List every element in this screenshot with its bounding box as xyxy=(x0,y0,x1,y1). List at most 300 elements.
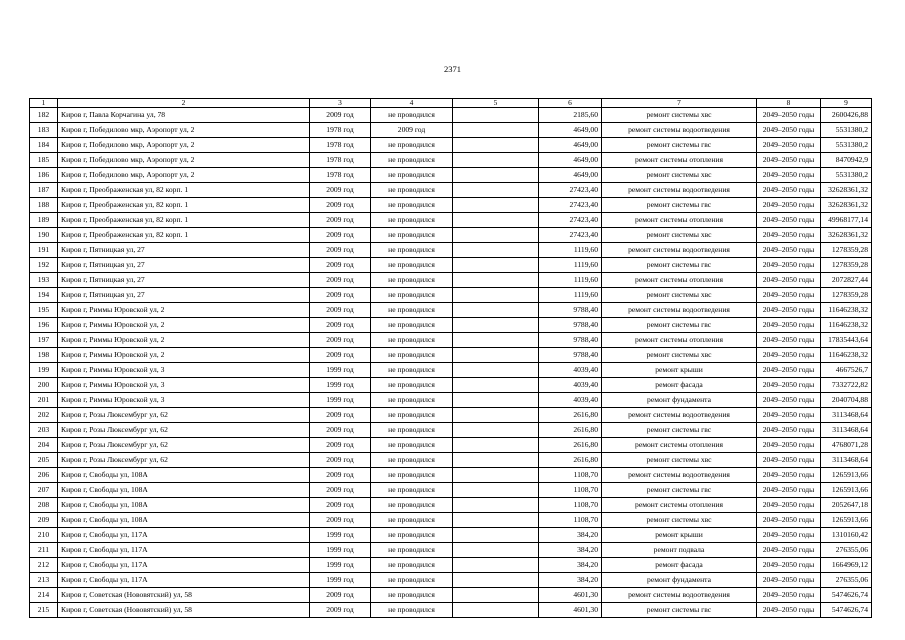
last-repair-year-cell: 2009 год xyxy=(371,123,453,138)
header-cell-6: 6 xyxy=(539,99,602,108)
work-type-cell: ремонт системы водоотведения xyxy=(602,303,757,318)
row-number-cell: 201 xyxy=(30,393,58,408)
row-number-cell: 206 xyxy=(30,468,58,483)
work-type-cell: ремонт системы водоотведения xyxy=(602,588,757,603)
row-number-cell: 200 xyxy=(30,378,58,393)
cost-cell: 5474626,74 xyxy=(821,603,872,618)
row-number-cell: 193 xyxy=(30,273,58,288)
cost-cell: 4667526,7 xyxy=(821,363,872,378)
cost-cell: 1310160,42 xyxy=(821,528,872,543)
empty-cell xyxy=(453,123,539,138)
work-type-cell: ремонт системы гвс xyxy=(602,138,757,153)
empty-cell xyxy=(453,168,539,183)
work-type-cell: ремонт фасада xyxy=(602,558,757,573)
cost-cell: 5531380,2 xyxy=(821,138,872,153)
period-cell: 2049–2050 годы xyxy=(757,318,821,333)
table-row xyxy=(30,153,872,168)
build-year-cell: 2009 год xyxy=(310,408,371,423)
row-number-cell: 213 xyxy=(30,573,58,588)
area-cell: 1108,70 xyxy=(539,513,602,528)
address-cell: Киров г, Риммы Юровской ул, 3 xyxy=(58,378,310,393)
row-number-cell: 198 xyxy=(30,348,58,363)
period-cell: 2049–2050 годы xyxy=(757,198,821,213)
last-repair-year-cell: не проводился xyxy=(371,558,453,573)
header-cell-2: 2 xyxy=(58,99,310,108)
address-cell: Киров г, Свободы ул, 108А xyxy=(58,498,310,513)
cost-cell: 276355,06 xyxy=(821,573,872,588)
area-cell: 27423,40 xyxy=(539,198,602,213)
build-year-cell: 1999 год xyxy=(310,558,371,573)
cost-cell: 11646238,32 xyxy=(821,303,872,318)
address-cell: Киров г, Свободы ул, 108А xyxy=(58,468,310,483)
address-cell: Киров г, Свободы ул, 117А xyxy=(58,573,310,588)
last-repair-year-cell: не проводился xyxy=(371,573,453,588)
table-row xyxy=(30,543,872,558)
last-repair-year-cell: не проводился xyxy=(371,468,453,483)
area-cell: 27423,40 xyxy=(539,228,602,243)
row-number-cell: 196 xyxy=(30,318,58,333)
row-number-cell: 203 xyxy=(30,423,58,438)
work-type-cell: ремонт системы отопления xyxy=(602,213,757,228)
table-row xyxy=(30,273,872,288)
period-cell: 2049–2050 годы xyxy=(757,153,821,168)
build-year-cell: 2009 год xyxy=(310,273,371,288)
empty-cell xyxy=(453,258,539,273)
last-repair-year-cell: не проводился xyxy=(371,258,453,273)
empty-cell xyxy=(453,468,539,483)
row-number-cell: 184 xyxy=(30,138,58,153)
address-cell: Киров г, Победилово мкр, Аэропорт ул, 2 xyxy=(58,168,310,183)
build-year-cell: 1999 год xyxy=(310,528,371,543)
work-type-cell: ремонт системы отопления xyxy=(602,498,757,513)
address-cell: Киров г, Розы Люксембург ул, 62 xyxy=(58,408,310,423)
build-year-cell: 2009 год xyxy=(310,303,371,318)
table-row xyxy=(30,213,872,228)
build-year-cell: 1978 год xyxy=(310,168,371,183)
work-type-cell: ремонт крыши xyxy=(602,363,757,378)
cost-cell: 4768071,28 xyxy=(821,438,872,453)
last-repair-year-cell: не проводился xyxy=(371,318,453,333)
build-year-cell: 2009 год xyxy=(310,243,371,258)
last-repair-year-cell: не проводился xyxy=(371,153,453,168)
build-year-cell: 1999 год xyxy=(310,573,371,588)
empty-cell xyxy=(453,288,539,303)
cost-cell: 49968177,14 xyxy=(821,213,872,228)
row-number-cell: 212 xyxy=(30,558,58,573)
area-cell: 9788,40 xyxy=(539,303,602,318)
cost-cell: 1278359,28 xyxy=(821,243,872,258)
work-type-cell: ремонт системы водоотведения xyxy=(602,243,757,258)
work-type-cell: ремонт фундамента xyxy=(602,573,757,588)
area-cell: 4039,40 xyxy=(539,378,602,393)
cost-cell: 1664969,12 xyxy=(821,558,872,573)
empty-cell xyxy=(453,453,539,468)
empty-cell xyxy=(453,153,539,168)
cost-cell: 5531380,2 xyxy=(821,123,872,138)
area-cell: 4039,40 xyxy=(539,393,602,408)
cost-cell: 2052647,18 xyxy=(821,498,872,513)
build-year-cell: 2009 год xyxy=(310,603,371,618)
row-number-cell: 186 xyxy=(30,168,58,183)
empty-cell xyxy=(453,333,539,348)
area-cell: 1119,60 xyxy=(539,288,602,303)
work-type-cell: ремонт системы водоотведения xyxy=(602,468,757,483)
build-year-cell: 2009 год xyxy=(310,468,371,483)
work-type-cell: ремонт системы отопления xyxy=(602,333,757,348)
address-cell: Киров г, Пятницкая ул, 27 xyxy=(58,273,310,288)
area-cell: 1108,70 xyxy=(539,498,602,513)
work-type-cell: ремонт крыши xyxy=(602,528,757,543)
build-year-cell: 2009 год xyxy=(310,423,371,438)
build-year-cell: 1999 год xyxy=(310,378,371,393)
row-number-cell: 195 xyxy=(30,303,58,318)
build-year-cell: 2009 год xyxy=(310,588,371,603)
period-cell: 2049–2050 годы xyxy=(757,168,821,183)
table-row xyxy=(30,573,872,588)
row-number-cell: 208 xyxy=(30,498,58,513)
build-year-cell: 2009 год xyxy=(310,348,371,363)
last-repair-year-cell: не проводился xyxy=(371,423,453,438)
period-cell: 2049–2050 годы xyxy=(757,243,821,258)
empty-cell xyxy=(453,483,539,498)
area-cell: 4649,00 xyxy=(539,138,602,153)
empty-cell xyxy=(453,423,539,438)
work-type-cell: ремонт системы хвс xyxy=(602,513,757,528)
period-cell: 2049–2050 годы xyxy=(757,603,821,618)
last-repair-year-cell: не проводился xyxy=(371,198,453,213)
cost-cell: 1265913,66 xyxy=(821,483,872,498)
period-cell: 2049–2050 годы xyxy=(757,108,821,123)
last-repair-year-cell: не проводился xyxy=(371,483,453,498)
last-repair-year-cell: не проводился xyxy=(371,378,453,393)
address-cell: Киров г, Преображенская ул, 82 корп. 1 xyxy=(58,198,310,213)
address-cell: Киров г, Свободы ул, 117А xyxy=(58,543,310,558)
build-year-cell: 2009 год xyxy=(310,213,371,228)
empty-cell xyxy=(453,198,539,213)
empty-cell xyxy=(453,393,539,408)
build-year-cell: 1999 год xyxy=(310,363,371,378)
last-repair-year-cell: не проводился xyxy=(371,333,453,348)
address-cell: Киров г, Розы Люксембург ул, 62 xyxy=(58,438,310,453)
last-repair-year-cell: не проводился xyxy=(371,453,453,468)
empty-cell xyxy=(453,303,539,318)
build-year-cell: 2009 год xyxy=(310,438,371,453)
area-cell: 384,20 xyxy=(539,573,602,588)
table-row xyxy=(30,378,872,393)
header-cell-3: 3 xyxy=(310,99,371,108)
row-number-cell: 204 xyxy=(30,438,58,453)
period-cell: 2049–2050 годы xyxy=(757,438,821,453)
period-cell: 2049–2050 годы xyxy=(757,573,821,588)
period-cell: 2049–2050 годы xyxy=(757,138,821,153)
work-type-cell: ремонт системы гвс xyxy=(602,483,757,498)
build-year-cell: 1978 год xyxy=(310,153,371,168)
table-row xyxy=(30,558,872,573)
table-row xyxy=(30,243,872,258)
table-row xyxy=(30,168,872,183)
address-cell: Киров г, Розы Люксембург ул, 62 xyxy=(58,423,310,438)
area-cell: 4649,00 xyxy=(539,168,602,183)
header-cell-9: 9 xyxy=(821,99,872,108)
cost-cell: 32628361,32 xyxy=(821,228,872,243)
area-cell: 27423,40 xyxy=(539,183,602,198)
area-cell: 384,20 xyxy=(539,528,602,543)
period-cell: 2049–2050 годы xyxy=(757,498,821,513)
address-cell: Киров г, Преображенская ул, 82 корп. 1 xyxy=(58,183,310,198)
table-row xyxy=(30,123,872,138)
work-type-cell: ремонт системы водоотведения xyxy=(602,123,757,138)
row-number-cell: 189 xyxy=(30,213,58,228)
address-cell: Киров г, Павла Корчагина ул, 78 xyxy=(58,108,310,123)
address-cell: Киров г, Риммы Юровской ул, 2 xyxy=(58,303,310,318)
last-repair-year-cell: не проводился xyxy=(371,168,453,183)
period-cell: 2049–2050 годы xyxy=(757,543,821,558)
work-type-cell: ремонт фундамента xyxy=(602,393,757,408)
period-cell: 2049–2050 годы xyxy=(757,453,821,468)
address-cell: Киров г, Преображенская ул, 82 корп. 1 xyxy=(58,228,310,243)
last-repair-year-cell: не проводился xyxy=(371,513,453,528)
row-number-cell: 205 xyxy=(30,453,58,468)
work-type-cell: ремонт системы хвс xyxy=(602,453,757,468)
header-cell-8: 8 xyxy=(757,99,821,108)
row-number-cell: 199 xyxy=(30,363,58,378)
empty-cell xyxy=(453,603,539,618)
last-repair-year-cell: не проводился xyxy=(371,498,453,513)
address-cell: Киров г, Розы Люксембург ул, 62 xyxy=(58,453,310,468)
table-row xyxy=(30,498,872,513)
address-cell: Киров г, Победилово мкр, Аэропорт ул, 2 xyxy=(58,153,310,168)
cost-cell: 3113468,64 xyxy=(821,408,872,423)
area-cell: 2616,80 xyxy=(539,453,602,468)
last-repair-year-cell: не проводился xyxy=(371,603,453,618)
empty-cell xyxy=(453,183,539,198)
period-cell: 2049–2050 годы xyxy=(757,393,821,408)
work-type-cell: ремонт системы хвс xyxy=(602,228,757,243)
period-cell: 2049–2050 годы xyxy=(757,378,821,393)
period-cell: 2049–2050 годы xyxy=(757,183,821,198)
row-number-cell: 192 xyxy=(30,258,58,273)
repair-schedule-table xyxy=(29,98,872,618)
area-cell: 2616,80 xyxy=(539,438,602,453)
row-number-cell: 210 xyxy=(30,528,58,543)
work-type-cell: ремонт системы хвс xyxy=(602,108,757,123)
address-cell: Киров г, Победилово мкр, Аэропорт ул, 2 xyxy=(58,123,310,138)
table-row xyxy=(30,483,872,498)
period-cell: 2049–2050 годы xyxy=(757,528,821,543)
empty-cell xyxy=(453,348,539,363)
period-cell: 2049–2050 годы xyxy=(757,213,821,228)
row-number-cell: 202 xyxy=(30,408,58,423)
empty-cell xyxy=(453,138,539,153)
cost-cell: 3113468,64 xyxy=(821,453,872,468)
row-number-cell: 188 xyxy=(30,198,58,213)
address-cell: Киров г, Преображенская ул, 82 корп. 1 xyxy=(58,213,310,228)
address-cell: Киров г, Советская (Нововятский) ул, 58 xyxy=(58,588,310,603)
header-cell-7: 7 xyxy=(602,99,757,108)
cost-cell: 8470942,9 xyxy=(821,153,872,168)
address-cell: Киров г, Свободы ул, 117А xyxy=(58,528,310,543)
cost-cell: 276355,06 xyxy=(821,543,872,558)
cost-cell: 11646238,32 xyxy=(821,318,872,333)
period-cell: 2049–2050 годы xyxy=(757,123,821,138)
area-cell: 9788,40 xyxy=(539,318,602,333)
last-repair-year-cell: не проводился xyxy=(371,528,453,543)
build-year-cell: 2009 год xyxy=(310,198,371,213)
area-cell: 4649,00 xyxy=(539,123,602,138)
address-cell: Киров г, Риммы Юровской ул, 3 xyxy=(58,393,310,408)
cost-cell: 7332722,82 xyxy=(821,378,872,393)
row-number-cell: 214 xyxy=(30,588,58,603)
table-row xyxy=(30,228,872,243)
area-cell: 2185,60 xyxy=(539,108,602,123)
empty-cell xyxy=(453,498,539,513)
period-cell: 2049–2050 годы xyxy=(757,423,821,438)
area-cell: 9788,40 xyxy=(539,348,602,363)
period-cell: 2049–2050 годы xyxy=(757,408,821,423)
empty-cell xyxy=(453,573,539,588)
table-row xyxy=(30,183,872,198)
build-year-cell: 2009 год xyxy=(310,513,371,528)
table-row xyxy=(30,393,872,408)
table-row xyxy=(30,513,872,528)
area-cell: 1119,60 xyxy=(539,258,602,273)
area-cell: 1119,60 xyxy=(539,273,602,288)
area-cell: 384,20 xyxy=(539,558,602,573)
cost-cell: 5474626,74 xyxy=(821,588,872,603)
period-cell: 2049–2050 годы xyxy=(757,258,821,273)
work-type-cell: ремонт системы хвс xyxy=(602,288,757,303)
empty-cell xyxy=(453,228,539,243)
table-row xyxy=(30,528,872,543)
empty-cell xyxy=(453,273,539,288)
row-number-cell: 194 xyxy=(30,288,58,303)
address-cell: Киров г, Пятницкая ул, 27 xyxy=(58,243,310,258)
period-cell: 2049–2050 годы xyxy=(757,513,821,528)
address-cell: Киров г, Пятницкая ул, 27 xyxy=(58,258,310,273)
cost-cell: 2600426,88 xyxy=(821,108,872,123)
last-repair-year-cell: не проводился xyxy=(371,363,453,378)
address-cell: Киров г, Пятницкая ул, 27 xyxy=(58,288,310,303)
area-cell: 384,20 xyxy=(539,543,602,558)
period-cell: 2049–2050 годы xyxy=(757,348,821,363)
row-number-cell: 183 xyxy=(30,123,58,138)
period-cell: 2049–2050 годы xyxy=(757,558,821,573)
table-row xyxy=(30,348,872,363)
empty-cell xyxy=(453,513,539,528)
build-year-cell: 2009 год xyxy=(310,108,371,123)
page-number: 2371 xyxy=(444,64,461,74)
area-cell: 1119,60 xyxy=(539,243,602,258)
table-row xyxy=(30,303,872,318)
work-type-cell: ремонт системы гвс xyxy=(602,318,757,333)
period-cell: 2049–2050 годы xyxy=(757,483,821,498)
last-repair-year-cell: не проводился xyxy=(371,288,453,303)
cost-cell: 11646238,32 xyxy=(821,348,872,363)
cost-cell: 1278359,28 xyxy=(821,258,872,273)
empty-cell xyxy=(453,438,539,453)
header-cell-4: 4 xyxy=(371,99,453,108)
row-number-cell: 185 xyxy=(30,153,58,168)
work-type-cell: ремонт системы гвс xyxy=(602,423,757,438)
build-year-cell: 1978 год xyxy=(310,138,371,153)
last-repair-year-cell: не проводился xyxy=(371,213,453,228)
work-type-cell: ремонт системы водоотведения xyxy=(602,408,757,423)
work-type-cell: ремонт системы водоотведения xyxy=(602,183,757,198)
header-row xyxy=(30,99,872,108)
row-number-cell: 211 xyxy=(30,543,58,558)
address-cell: Киров г, Свободы ул, 117А xyxy=(58,558,310,573)
header-cell-5: 5 xyxy=(453,99,539,108)
address-cell: Киров г, Риммы Юровской ул, 2 xyxy=(58,333,310,348)
row-number-cell: 215 xyxy=(30,603,58,618)
empty-cell xyxy=(453,408,539,423)
header-cell-1: 1 xyxy=(30,99,58,108)
empty-cell xyxy=(453,543,539,558)
cost-cell: 1265913,66 xyxy=(821,513,872,528)
row-number-cell: 187 xyxy=(30,183,58,198)
table-row xyxy=(30,438,872,453)
build-year-cell: 2009 год xyxy=(310,483,371,498)
last-repair-year-cell: не проводился xyxy=(371,108,453,123)
cost-cell: 32628361,32 xyxy=(821,198,872,213)
table-row xyxy=(30,603,872,618)
last-repair-year-cell: не проводился xyxy=(371,348,453,363)
empty-cell xyxy=(453,528,539,543)
empty-cell xyxy=(453,243,539,258)
address-cell: Киров г, Риммы Юровской ул, 2 xyxy=(58,348,310,363)
cost-cell: 17835443,64 xyxy=(821,333,872,348)
last-repair-year-cell: не проводился xyxy=(371,243,453,258)
cost-cell: 2040704,88 xyxy=(821,393,872,408)
area-cell: 4601,30 xyxy=(539,603,602,618)
last-repair-year-cell: не проводился xyxy=(371,273,453,288)
last-repair-year-cell: не проводился xyxy=(371,543,453,558)
period-cell: 2049–2050 годы xyxy=(757,468,821,483)
cost-cell: 32628361,32 xyxy=(821,183,872,198)
empty-cell xyxy=(453,558,539,573)
address-cell: Киров г, Риммы Юровской ул, 2 xyxy=(58,318,310,333)
period-cell: 2049–2050 годы xyxy=(757,288,821,303)
area-cell: 2616,80 xyxy=(539,423,602,438)
area-cell: 4601,30 xyxy=(539,588,602,603)
table-body xyxy=(30,108,872,618)
cost-cell: 2072827,44 xyxy=(821,273,872,288)
cost-cell: 3113468,64 xyxy=(821,423,872,438)
period-cell: 2049–2050 годы xyxy=(757,228,821,243)
last-repair-year-cell: не проводился xyxy=(371,183,453,198)
table-row xyxy=(30,138,872,153)
area-cell: 4039,40 xyxy=(539,363,602,378)
table-row xyxy=(30,108,872,123)
last-repair-year-cell: не проводился xyxy=(371,228,453,243)
build-year-cell: 2009 год xyxy=(310,318,371,333)
work-type-cell: ремонт системы отопления xyxy=(602,153,757,168)
row-number-cell: 190 xyxy=(30,228,58,243)
row-number-cell: 182 xyxy=(30,108,58,123)
work-type-cell: ремонт фасада xyxy=(602,378,757,393)
table-row xyxy=(30,318,872,333)
last-repair-year-cell: не проводился xyxy=(371,303,453,318)
work-type-cell: ремонт системы отопления xyxy=(602,273,757,288)
build-year-cell: 2009 год xyxy=(310,183,371,198)
work-type-cell: ремонт системы гвс xyxy=(602,198,757,213)
table-row xyxy=(30,408,872,423)
build-year-cell: 2009 год xyxy=(310,498,371,513)
empty-cell xyxy=(453,318,539,333)
cost-cell: 1265913,66 xyxy=(821,468,872,483)
last-repair-year-cell: не проводился xyxy=(371,393,453,408)
area-cell: 2616,80 xyxy=(539,408,602,423)
